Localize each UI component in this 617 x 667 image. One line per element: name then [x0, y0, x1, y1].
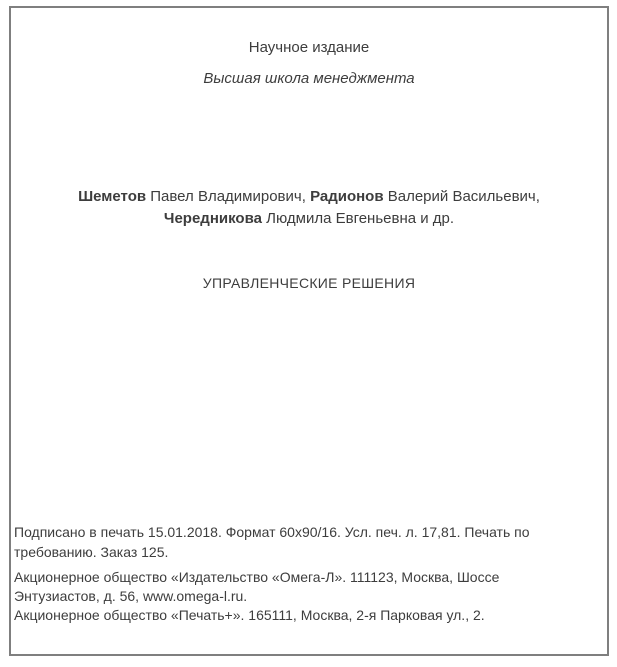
book-title: УПРАВЛЕНЧЕСКИЕ РЕШЕНИЯ	[202, 275, 416, 291]
author-surname: Чередникова	[163, 210, 262, 227]
author-surname: Шеметов	[78, 188, 147, 205]
document-page	[9, 6, 609, 656]
text-line: Подписано в печать 15.01.2018. Формат 60x90/16. Усл. печ. л. 17,81. Печать по	[14, 524, 530, 540]
author-name: Людмила Евгеньевна и др.	[261, 210, 455, 227]
text-line: требованию. Заказ 125.	[14, 544, 169, 560]
series-title: Высшая школа менеджмента	[203, 70, 415, 87]
imprint-print-info	[14, 522, 604, 562]
text-line: Энтузиастов, д. 56, www.omega-l.ru.	[14, 588, 248, 604]
text-line: Акционерное общество «Издательство «Омега-Л». 111123, Москва, Шоссе	[14, 569, 500, 585]
authors-block	[11, 186, 607, 230]
edition-type-label: Научное издание	[248, 39, 370, 56]
text-line: Акционерное общество «Печать+». 165111, Москва, 2-я Парковая ул., 2.	[14, 607, 485, 623]
author-surname: Радионов	[310, 188, 384, 205]
imprint-publisher-info	[14, 568, 604, 625]
author-line	[11, 208, 607, 230]
author-line	[11, 186, 607, 208]
author-name: Павел Владимирович,	[146, 188, 311, 205]
author-name: Валерий Васильевич,	[383, 188, 540, 205]
